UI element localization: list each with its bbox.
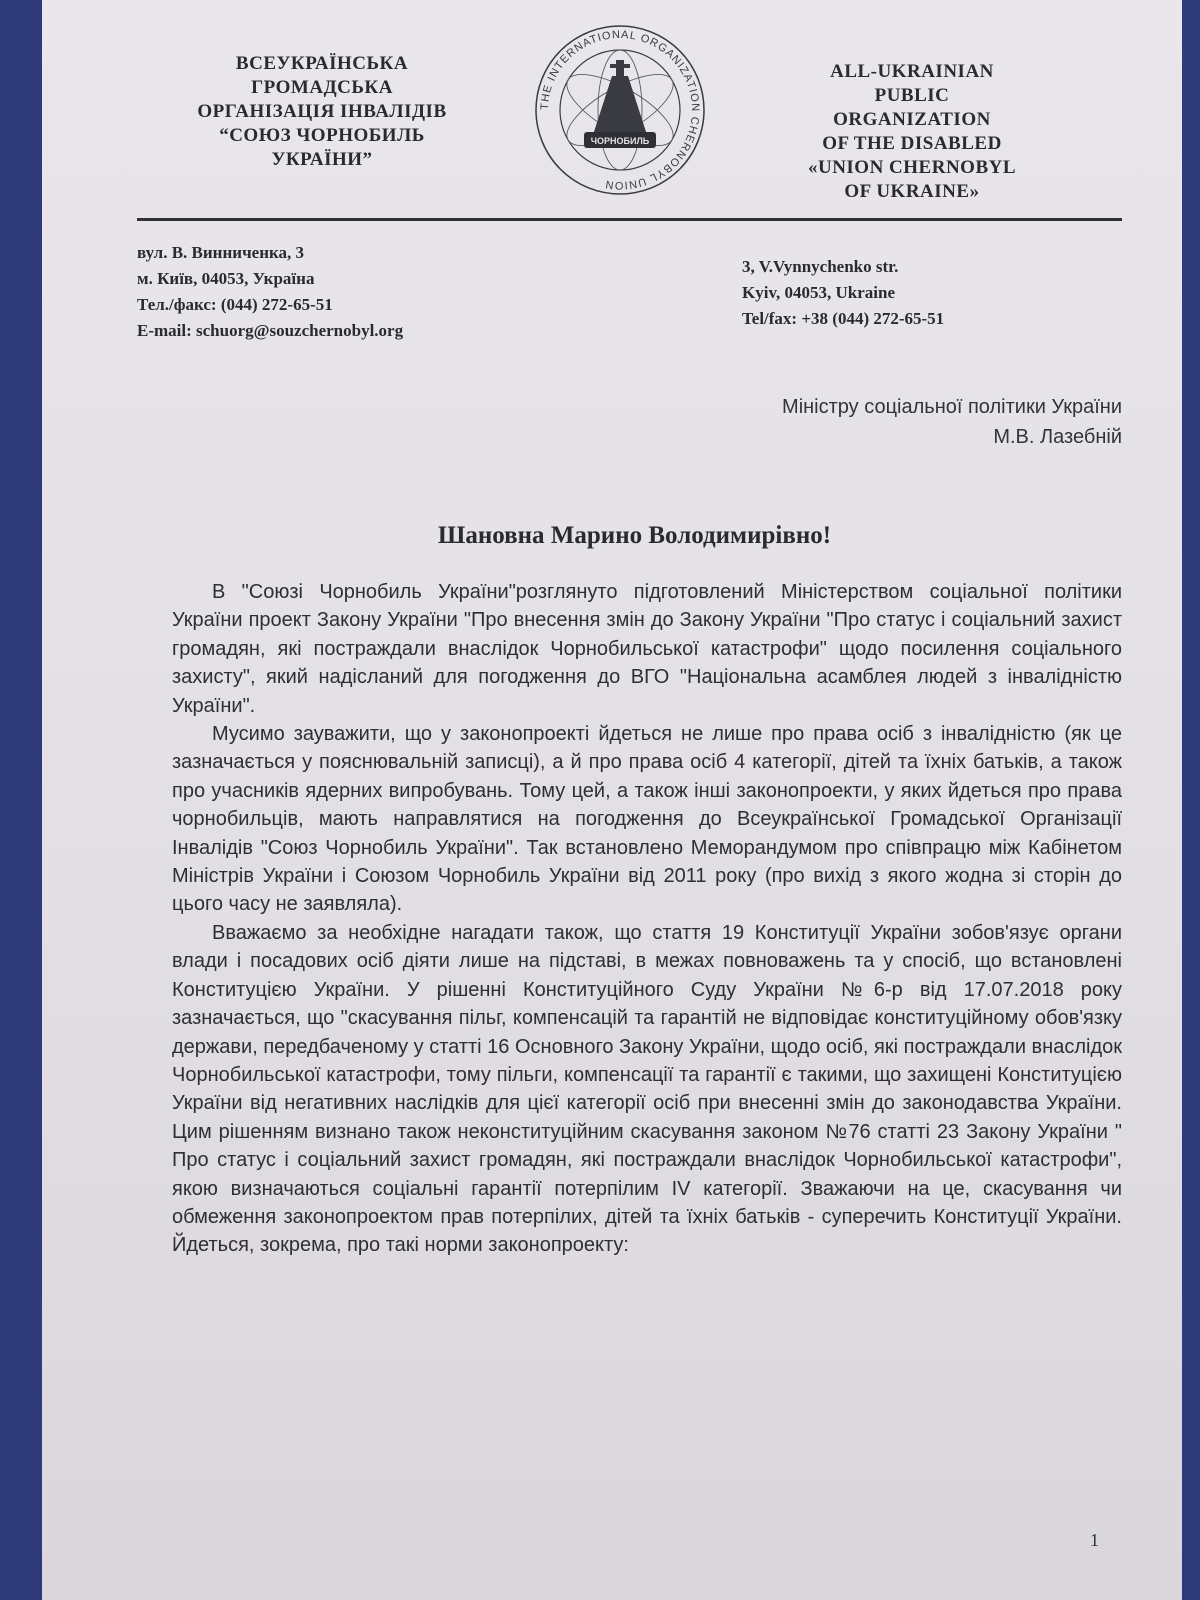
address-ukrainian: [137, 240, 597, 344]
addressee-title: Міністру соціальної політики України: [782, 396, 1122, 418]
addressee-block: [602, 392, 1122, 452]
org-name-line: “СОЮЗ ЧОРНОБИЛЬ: [219, 125, 425, 146]
org-name-line: ВСЕУКРАЇНСЬКА: [235, 53, 409, 74]
header-divider: [137, 218, 1122, 221]
body-paragraph: Вважаємо за необхідне нагадати також, що стаття 19 Конституції України зобов'язує органи влади і посадових осіб діяти лише на підставі, в межах повноважень та у спосіб, що встановлені Конституцією України. У рішенні Конституційного Суду України №6-р від 17.07.2018 року зазначається, що "скасування пільг, компенсацій та гарантій не відповідає конституційному обов'язку держави, передбаченому у статті 16 Основного Закону України, щодо осіб, які постраждали внаслідок Чорнобильської катастрофи, тому пільги, компенсації та гарантії є такими, що захищені Конституцією України від негативних наслідків для цієї категорії осіб при внесенні змін до законодавства України. Цим рішенням визнано також неконституційним скасування законом №76 статті 23 Закону України " Про статус і соціальний захист громадян, які постраждали внаслідок Чорнобильської катастрофи", якою визначаються соціальні гарантії потерпілим IV категорії. Зважаючи на це, скасування чи обмеження законопроектом прав потерпілих, дітей та їхніх батьків - суперечить Конституції України. Йдеться, зокрема, про такі норми законопроекту:: [172, 921, 1122, 1257]
org-name-ukrainian: [162, 52, 482, 172]
org-name-line: PUBLIC: [874, 85, 950, 106]
logo-center-text: ЧОРНОБИЛЬ: [590, 136, 650, 146]
address-english: [742, 254, 1122, 332]
org-name-line: OF UKRAINE»: [844, 181, 980, 202]
organization-logo: [520, 20, 720, 200]
addressee-name: М.В. Лазебній: [993, 426, 1122, 448]
body-paragraph: В "Союзі Чорнобиль України"розглянуто підготовлений Міністерством соціальної політики України проект Закону України "Про внесення змін до Закону України "Про статус і соціальний захист громадян, які постраждали внаслідок Чорнобильської катастрофи" щодо посилення соціального захисту", який надісланий для погодження до ВГО "Національна асамблея людей з інвалідністю України".: [172, 581, 1122, 717]
org-name-line: УКРАЇНИ”: [271, 149, 373, 170]
org-name-line: ALL-UKRAINIAN: [830, 61, 994, 82]
org-name-line: OF THE DISABLED: [822, 133, 1002, 154]
email-line: E-mail: schuorg@souzchernobyl.org: [137, 321, 404, 340]
salutation: Шановна Марино Володимирівно!: [437, 522, 832, 549]
letter-body: [172, 578, 1122, 1260]
org-name-english: [762, 60, 1062, 204]
address-line: вул. В. Винниченка, 3: [137, 243, 305, 262]
address-line: Тел./факс: (044) 272-65-51: [137, 295, 333, 314]
address-line: Kyiv, 04053, Ukraine: [742, 283, 896, 302]
address-line: м. Київ, 04053, Україна: [137, 269, 315, 288]
org-name-line: «UNION CHERNOBYL: [807, 157, 1017, 178]
address-line: 3, V.Vynnychenko str.: [742, 257, 899, 276]
letter-page: [42, 0, 1182, 1600]
page-number: 1: [1090, 1530, 1099, 1550]
org-name-line: ГРОМАДСЬКА: [251, 77, 393, 98]
org-name-line: ОРГАНІЗАЦІЯ ІНВАЛІДІВ: [197, 101, 447, 122]
address-line: Tel/fax: +38 (044) 272-65-51: [742, 309, 945, 328]
org-name-line: ORGANIZATION: [833, 109, 991, 130]
logo-ring-text: THE INTERNATIONAL ORGANIZATION CHERNOBYL UNION: [538, 28, 702, 192]
body-paragraph: Мусимо зауважити, що у законопроекті йдеться не лише про права осіб з інвалідністю (як це зазначається у пояснювальній записці), а й про права осіб 4 категорії, дітей та їхніх батьків, а також про учасників ядерних випробувань. Тому цей, а також інші законопроекти, у яких йдеться про права чорнобильців, мають направлятися на погодження до Всеукраїнської Громадської Організації Інвалідів "Союз Чорнобиль України". Так встановлено Меморандумом про співпрацю між Кабінетом Міністрів України і Союзом Чорнобиль України від 2011 року (про вихід з якого жодна зі сторін до цього часу не заявляла).: [172, 723, 1122, 916]
